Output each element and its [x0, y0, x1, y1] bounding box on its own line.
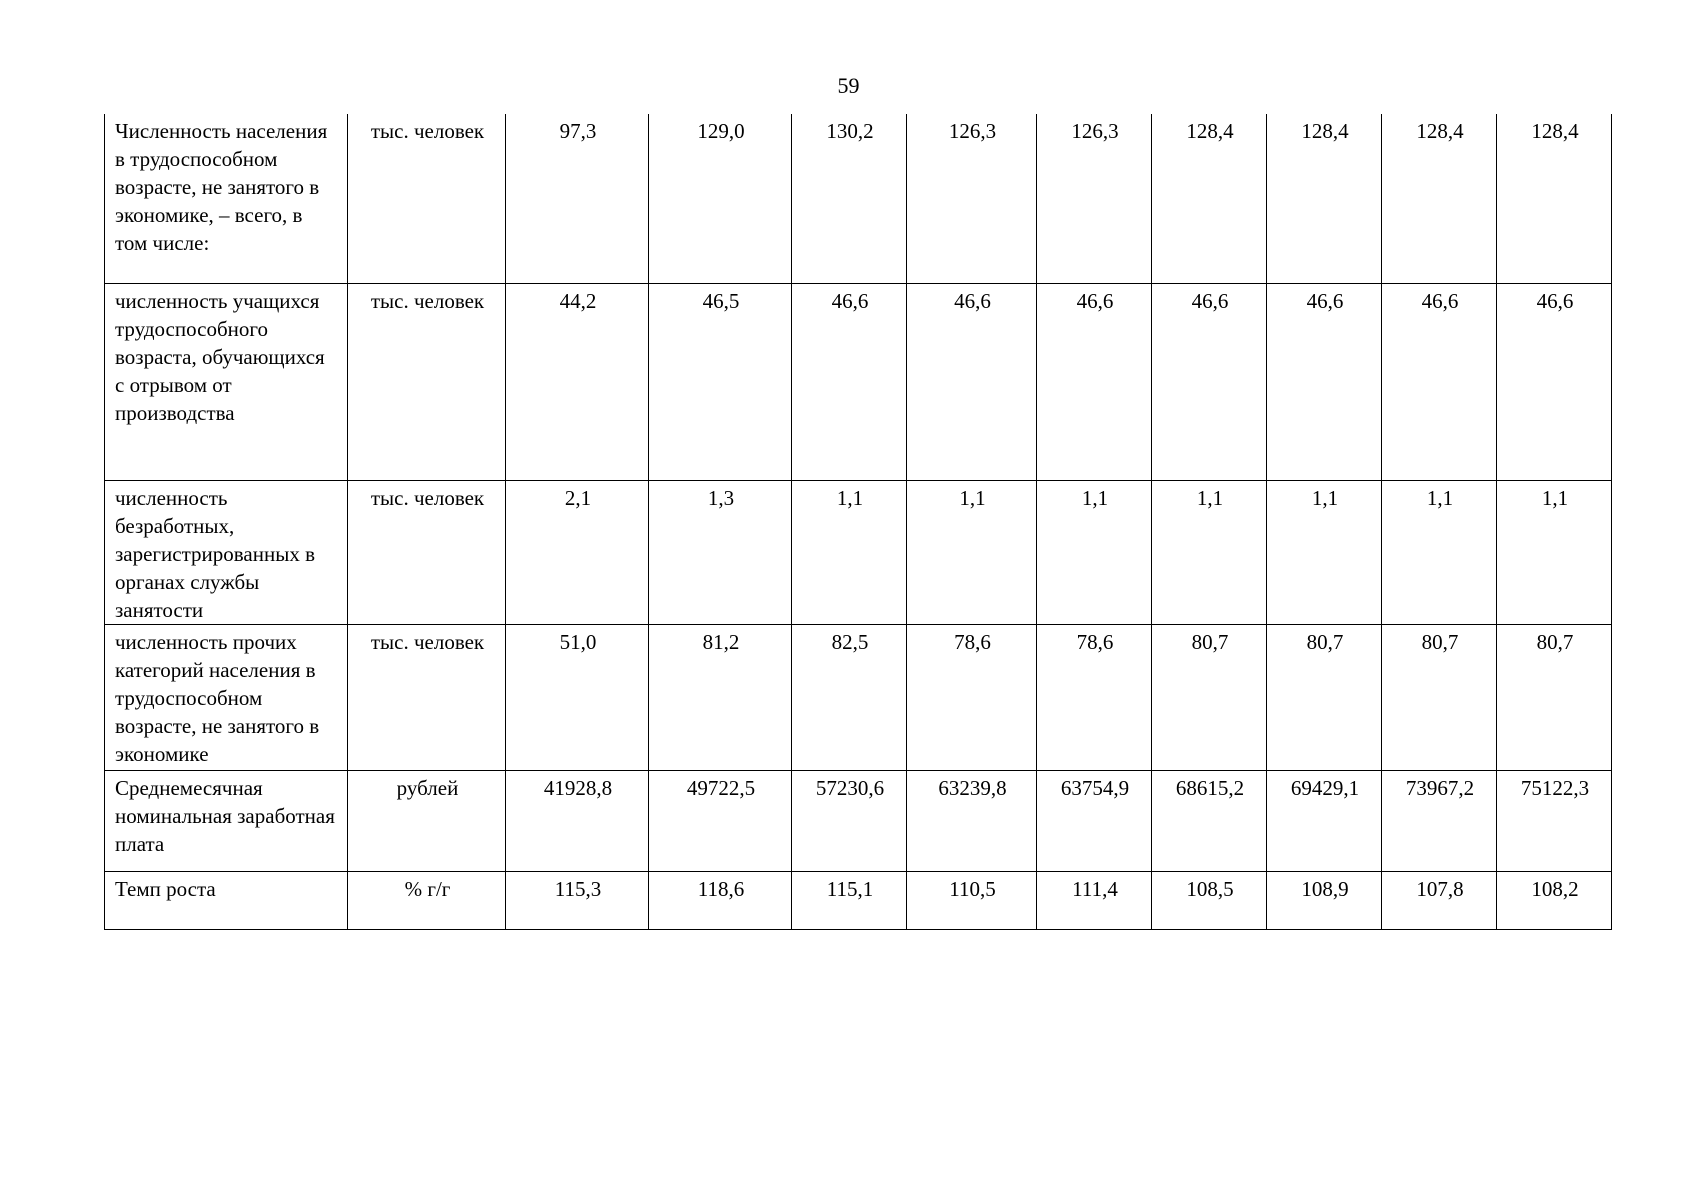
unit-cell: тыс. человек	[348, 283, 506, 480]
unit-cell: тыс. человек	[348, 480, 506, 624]
value-cell: 73967,2	[1382, 770, 1497, 871]
value-cell: 46,6	[1037, 283, 1152, 480]
value-cell: 78,6	[1037, 624, 1152, 770]
value-cell: 80,7	[1267, 624, 1382, 770]
value-cell: 108,9	[1267, 871, 1382, 929]
value-cell: 49722,5	[649, 770, 792, 871]
value-cell: 118,6	[649, 871, 792, 929]
value-cell: 128,4	[1497, 114, 1612, 283]
value-cell: 63754,9	[1037, 770, 1152, 871]
value-cell: 63239,8	[907, 770, 1037, 871]
value-cell: 107,8	[1382, 871, 1497, 929]
value-cell: 1,1	[1152, 480, 1267, 624]
row-name-cell: численность прочих категорий населения в трудоспособном возрасте, не занятого в экономике	[105, 624, 348, 770]
value-cell: 130,2	[792, 114, 907, 283]
unit-cell: % г/г	[348, 871, 506, 929]
value-cell: 46,6	[907, 283, 1037, 480]
value-cell: 57230,6	[792, 770, 907, 871]
value-cell: 69429,1	[1267, 770, 1382, 871]
table-row	[105, 624, 1612, 770]
value-cell: 80,7	[1497, 624, 1612, 770]
value-cell: 51,0	[506, 624, 649, 770]
value-cell: 1,1	[1382, 480, 1497, 624]
unit-cell: тыс. человек	[348, 114, 506, 283]
table-row	[105, 770, 1612, 871]
row-name-cell: Численность населения в трудоспособном возрасте, не занятого в экономике, – всего, в том числе:	[105, 114, 348, 283]
value-cell: 81,2	[649, 624, 792, 770]
row-name-cell: численность учащихся трудоспособного возраста, обучающихся с отрывом от производства	[105, 283, 348, 480]
value-cell: 75122,3	[1497, 770, 1612, 871]
value-cell: 129,0	[649, 114, 792, 283]
value-cell: 2,1	[506, 480, 649, 624]
value-cell: 128,4	[1267, 114, 1382, 283]
table-row	[105, 871, 1612, 929]
indicators-table	[104, 114, 1612, 930]
value-cell: 1,1	[1497, 480, 1612, 624]
value-cell: 80,7	[1152, 624, 1267, 770]
value-cell: 97,3	[506, 114, 649, 283]
value-cell: 1,1	[792, 480, 907, 624]
page-number: 59	[837, 73, 860, 98]
value-cell: 46,6	[1267, 283, 1382, 480]
value-cell: 126,3	[907, 114, 1037, 283]
value-cell: 46,6	[1497, 283, 1612, 480]
value-cell: 44,2	[506, 283, 649, 480]
value-cell: 1,1	[1037, 480, 1152, 624]
value-cell: 110,5	[907, 871, 1037, 929]
row-name-cell: Среднемесячная номинальная заработная плата	[105, 770, 348, 871]
table-row	[105, 283, 1612, 480]
value-cell: 128,4	[1382, 114, 1497, 283]
value-cell: 126,3	[1037, 114, 1152, 283]
unit-cell: тыс. человек	[348, 624, 506, 770]
value-cell: 46,6	[1152, 283, 1267, 480]
value-cell: 68615,2	[1152, 770, 1267, 871]
value-cell: 78,6	[907, 624, 1037, 770]
row-name-cell: численность безработных, зарегистрированных в органах службы занятости	[105, 480, 348, 624]
value-cell: 1,1	[1267, 480, 1382, 624]
value-cell: 46,5	[649, 283, 792, 480]
value-cell: 115,3	[506, 871, 649, 929]
value-cell: 46,6	[1382, 283, 1497, 480]
value-cell: 80,7	[1382, 624, 1497, 770]
value-cell: 108,5	[1152, 871, 1267, 929]
table-row	[105, 480, 1612, 624]
value-cell: 115,1	[792, 871, 907, 929]
value-cell: 46,6	[792, 283, 907, 480]
value-cell: 108,2	[1497, 871, 1612, 929]
value-cell: 111,4	[1037, 871, 1152, 929]
value-cell: 1,1	[907, 480, 1037, 624]
row-name-cell: Темп роста	[105, 871, 348, 929]
unit-cell: рублей	[348, 770, 506, 871]
table-row	[105, 114, 1612, 283]
value-cell: 128,4	[1152, 114, 1267, 283]
value-cell: 82,5	[792, 624, 907, 770]
value-cell: 1,3	[649, 480, 792, 624]
value-cell: 41928,8	[506, 770, 649, 871]
